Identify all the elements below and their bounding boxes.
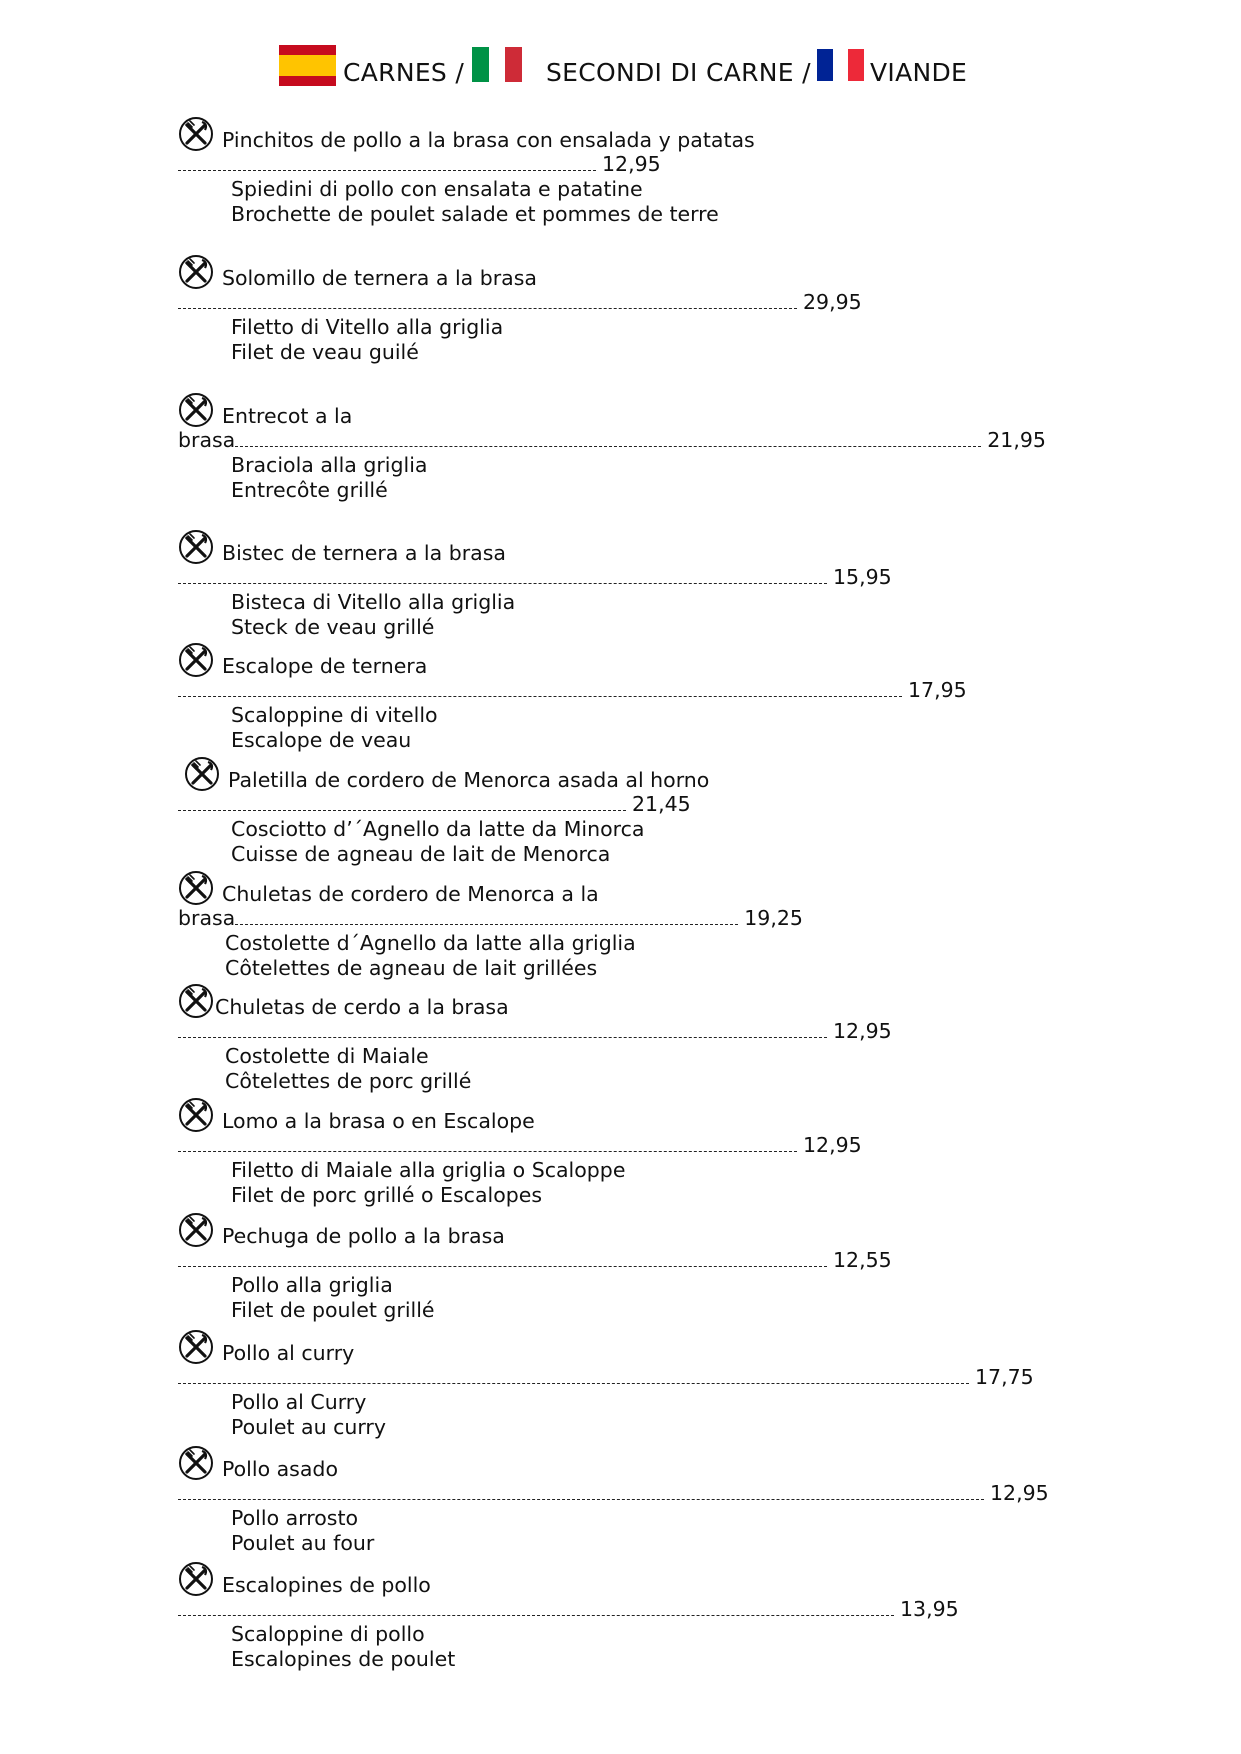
grill-fork-knife-icon: [178, 1445, 214, 1481]
price-line: [178, 906, 803, 930]
dish-name-continuation: brasa: [178, 906, 236, 930]
grill-fork-knife-icon: [178, 1212, 214, 1248]
header-spanish: CARNES /: [343, 58, 465, 87]
price-line: [178, 565, 892, 589]
price-line: [178, 428, 1046, 452]
dish-name-italian: Scaloppine di pollo: [231, 1622, 425, 1646]
price: 21,45: [632, 792, 691, 816]
dish-name-french: Côtelettes de porc grillé: [225, 1069, 472, 1093]
price-line: [178, 1481, 1049, 1505]
dish-name-spanish: Escalopines de pollo: [222, 1573, 431, 1597]
price-line: [178, 678, 967, 702]
dish-name-spanish: Entrecot a la: [222, 404, 353, 428]
dotted-leader: [178, 159, 596, 171]
price: 12,95: [833, 1019, 892, 1043]
price: 12,95: [602, 152, 661, 176]
dish-name-spanish: Chuletas de cordero de Menorca a la: [222, 882, 599, 906]
dotted-leader: [178, 1604, 894, 1616]
dish-name-continuation: brasa: [178, 428, 236, 452]
dish-name-spanish: Pechuga de pollo a la brasa: [222, 1224, 505, 1248]
price: 15,95: [833, 565, 892, 589]
dotted-leader: [178, 1372, 969, 1384]
dish-name-spanish: Chuletas de cerdo a la brasa: [215, 995, 509, 1019]
dish-name-french: Côtelettes de agneau de lait grillées: [225, 956, 598, 980]
dish-name-french: Filet de veau guilé: [231, 340, 419, 364]
dish-name-italian: Costolette di Maiale: [225, 1044, 429, 1068]
dish-name-italian: Costolette d´Agnello da latte alla griglia: [225, 931, 636, 955]
dotted-leader: [178, 572, 827, 584]
dish-name-french: Entrecôte grillé: [231, 478, 388, 502]
dotted-leader: [178, 799, 626, 811]
grill-fork-knife-icon: [178, 254, 214, 290]
dish-name-spanish: Pinchitos de pollo a la brasa con ensalada y patatas: [222, 128, 755, 152]
dish-name-french: Steck de veau grillé: [231, 615, 435, 639]
grill-fork-knife-icon: [178, 529, 214, 565]
dish-name-french: Escalope de veau: [231, 728, 412, 752]
dotted-leader: [178, 1026, 827, 1038]
grill-fork-knife-icon: [178, 1097, 214, 1133]
dish-name-italian: Scaloppine di vitello: [231, 703, 438, 727]
dish-name-spanish: Paletilla de cordero de Menorca asada al horno: [228, 768, 710, 792]
dish-name-french: Filet de poulet grillé: [231, 1298, 435, 1322]
price: 29,95: [803, 290, 862, 314]
price-line: [178, 1597, 959, 1621]
price: 19,25: [744, 906, 803, 930]
dish-name-italian: Spiedini di pollo con ensalata e patatine: [231, 177, 643, 201]
grill-fork-knife-icon: [178, 116, 214, 152]
grill-fork-knife-icon: [178, 642, 214, 678]
price: 12,95: [803, 1133, 862, 1157]
grill-fork-knife-icon: [184, 756, 220, 792]
dish-name-spanish: Solomillo de ternera a la brasa: [222, 266, 537, 290]
price: 21,95: [987, 428, 1046, 452]
dish-name-spanish: Lomo a la brasa o en Escalope: [222, 1109, 535, 1133]
price-line: [178, 152, 661, 176]
grill-fork-knife-icon: [178, 1561, 214, 1597]
price-line: [178, 792, 691, 816]
dish-name-italian: Filetto di Vitello alla griglia: [231, 315, 504, 339]
dotted-leader: [178, 685, 902, 697]
grill-fork-knife-icon: [178, 1329, 214, 1365]
dish-name-italian: Cosciotto d’´Agnello da latte da Minorca: [231, 817, 645, 841]
dish-name-spanish: Pollo asado: [222, 1457, 338, 1481]
grill-fork-knife-icon: [178, 983, 214, 1019]
price: 13,95: [900, 1597, 959, 1621]
dish-name-italian: Pollo arrosto: [231, 1506, 359, 1530]
dish-name-french: Filet de porc grillé o Escalopes: [231, 1183, 543, 1207]
dotted-leader: [178, 297, 797, 309]
dotted-leader: [178, 1255, 827, 1267]
dish-name-spanish: Bistec de ternera a la brasa: [222, 541, 506, 565]
price-line: [178, 1133, 862, 1157]
spain-flag: [279, 45, 336, 86]
price-line: [178, 290, 862, 314]
france-flag: [817, 49, 864, 81]
dish-name-french: Poulet au curry: [231, 1415, 386, 1439]
price: 12,95: [990, 1481, 1049, 1505]
dish-name-french: Escalopines de poulet: [231, 1647, 456, 1671]
dish-name-spanish: Pollo al curry: [222, 1341, 355, 1365]
dish-name-italian: Bisteca di Vitello alla griglia: [231, 590, 516, 614]
header-italian: SECONDI DI CARNE /: [546, 58, 811, 87]
dish-name-spanish: Escalope de ternera: [222, 654, 428, 678]
grill-fork-knife-icon: [178, 392, 214, 428]
dish-name-italian: Pollo al Curry: [231, 1390, 367, 1414]
dish-name-italian: Pollo alla griglia: [231, 1273, 393, 1297]
grill-fork-knife-icon: [178, 870, 214, 906]
price: 17,75: [975, 1365, 1034, 1389]
italy-flag: [472, 47, 522, 82]
dotted-leader: [235, 913, 738, 925]
dish-name-italian: Braciola alla griglia: [231, 453, 428, 477]
dish-name-french: Brochette de poulet salade et pommes de terre: [231, 202, 719, 226]
price-line: [178, 1019, 892, 1043]
price-line: [178, 1365, 1034, 1389]
price: 17,95: [908, 678, 967, 702]
dish-name-italian: Filetto di Maiale alla griglia o Scaloppe: [231, 1158, 626, 1182]
price: 12,55: [833, 1248, 892, 1272]
price-line: [178, 1248, 892, 1272]
dish-name-french: Poulet au four: [231, 1531, 375, 1555]
dotted-leader: [178, 1488, 984, 1500]
dish-name-french: Cuisse de agneau de lait de Menorca: [231, 842, 611, 866]
dotted-leader: [235, 435, 981, 447]
dotted-leader: [178, 1140, 797, 1152]
menu-header: [0, 42, 1241, 92]
header-french: VIANDE: [870, 58, 968, 87]
